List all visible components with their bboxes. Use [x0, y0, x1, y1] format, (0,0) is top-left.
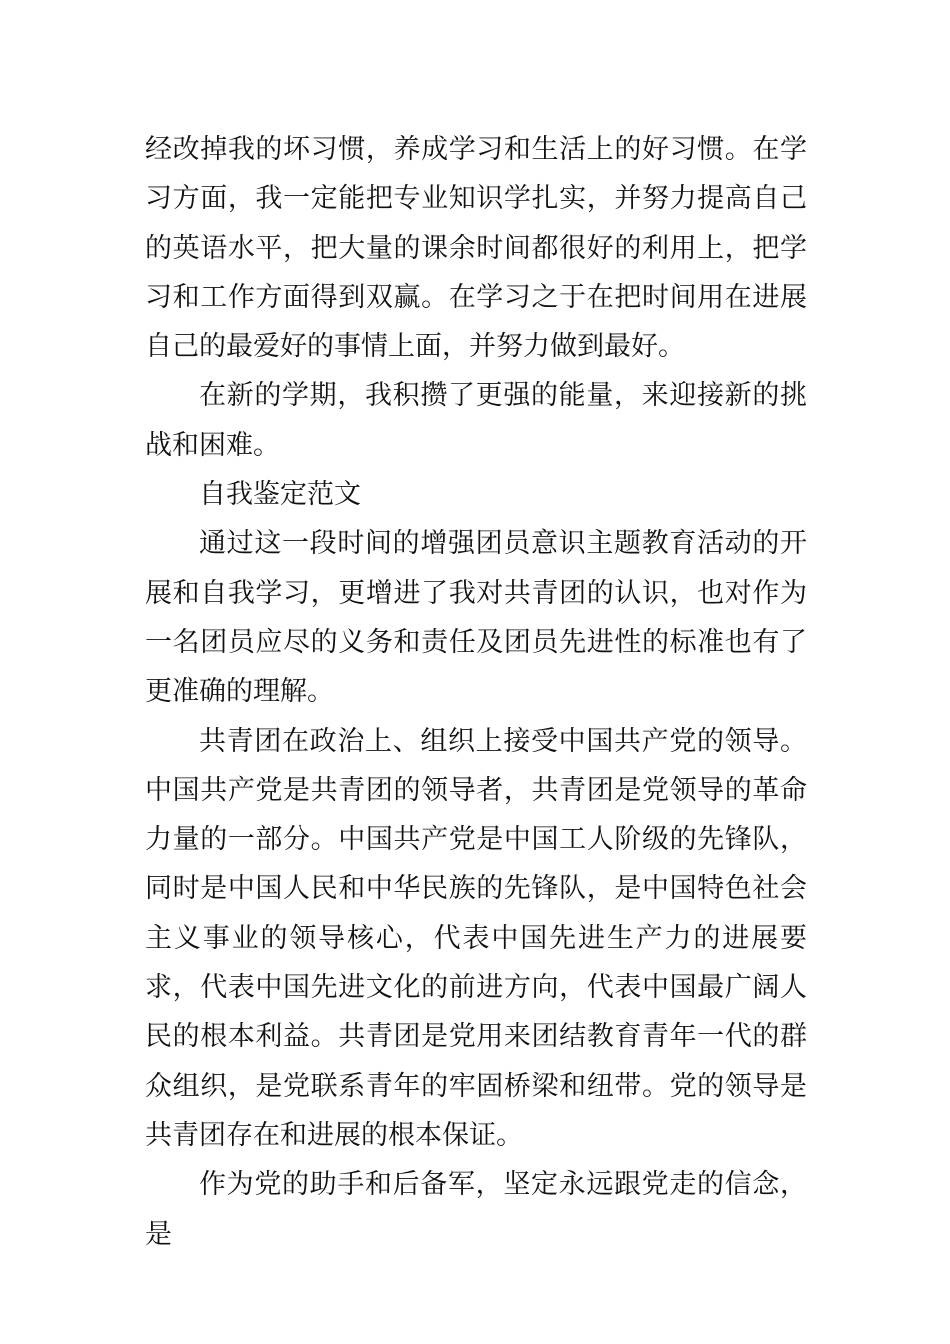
- paragraph-education-activity: 通过这一段时间的增强团员意识主题教育活动的开展和自我学习，更增进了我对共青团的认识，也对作为一名团员应尽的义务和责任及团员先进性的标准也有了更准确的理解。: [145, 528, 807, 708]
- paragraph-continued: 经改掉我的坏习惯，养成学习和生活上的好习惯。在学习方面，我一定能把专业知识学扎实，并努力提高自己的英语水平，把大量的课余时间都很好的利用上，把学习和工作方面得到双赢。在学习之于在把时间用在进展自己的最爱好的事情上面，并努力做到最好。: [145, 134, 807, 363]
- section-heading: 自我鉴定范文: [199, 479, 361, 511]
- document-body: [145, 125, 807, 1259]
- paragraph-league-leadership: 共青团在政治上、组织上接受中国共产党的领导。中国共产党是共青团的领导者，共青团是党领导的革命力量的一部分。中国共产党是中国工人阶级的先锋队，同时是中国人民和中华民族的先锋队，是中国特色社会主义事业的领导核心，代表中国先进生产力的进展要求，代表中国先进文化的前进方向，代表中国最广阔人民的根本利益。共青团是党用来团结教育青年一代的群众组织，是党联系青年的牢固桥梁和纽带。党的领导是共青团存在和进展的根本保证。: [145, 725, 807, 1151]
- paragraph-new-semester: 在新的学期，我积攒了更强的能量，来迎接新的挑战和困难。: [145, 380, 807, 461]
- paragraph-assistant-reserve: 作为党的助手和后备军，坚定永远跟党走的信念，是: [145, 1169, 807, 1250]
